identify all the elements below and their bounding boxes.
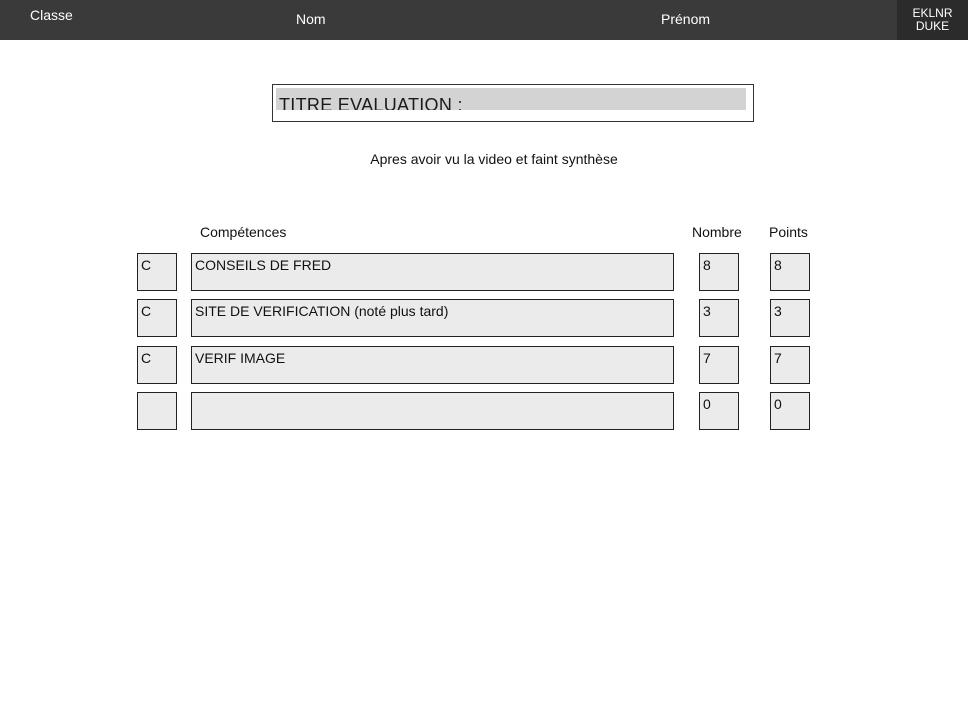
prenom-label: Prénom — [661, 11, 711, 27]
instruction-text: Apres avoir vu la video et faint synthèse — [370, 151, 618, 167]
column-header-competences: Compétences — [200, 224, 287, 240]
row-1-competence-field[interactable]: CONSEILS DE FRED — [191, 253, 674, 291]
row-4-competence-field[interactable] — [191, 392, 674, 430]
row-2-nombre-field[interactable]: 3 — [699, 299, 739, 337]
row-1-code-field[interactable]: C — [137, 253, 177, 291]
row-2-competence-field[interactable]: SITE DE VERIFICATION (noté plus tard) — [191, 299, 674, 337]
row-4-nombre-field[interactable]: 0 — [699, 392, 739, 430]
row-2-code-field[interactable]: C — [137, 299, 177, 337]
nom-label: Nom — [296, 11, 326, 27]
student-id-line1: EKLNR — [912, 6, 953, 20]
row-1-points-field[interactable]: 8 — [770, 253, 810, 291]
evaluation-title-text: TITRE EVALUATION : — [279, 95, 463, 110]
row-3-points-field[interactable]: 7 — [770, 346, 810, 384]
row-4-code-field[interactable] — [137, 392, 177, 430]
top-header-bar — [0, 0, 968, 40]
column-header-points: Points — [769, 224, 808, 240]
evaluation-title-frame — [272, 84, 754, 122]
column-header-nombre: Nombre — [692, 224, 742, 240]
row-3-code-field[interactable]: C — [137, 346, 177, 384]
student-id-box[interactable] — [897, 0, 968, 40]
evaluation-title-field[interactable] — [276, 88, 746, 110]
row-3-competence-field[interactable]: VERIF IMAGE — [191, 346, 674, 384]
student-id-line2: DUKE — [915, 19, 950, 33]
row-4-points-field[interactable]: 0 — [770, 392, 810, 430]
row-2-points-field[interactable]: 3 — [770, 299, 810, 337]
row-1-nombre-field[interactable]: 8 — [699, 253, 739, 291]
classe-label: Classe — [30, 7, 73, 23]
row-3-nombre-field[interactable]: 7 — [699, 346, 739, 384]
